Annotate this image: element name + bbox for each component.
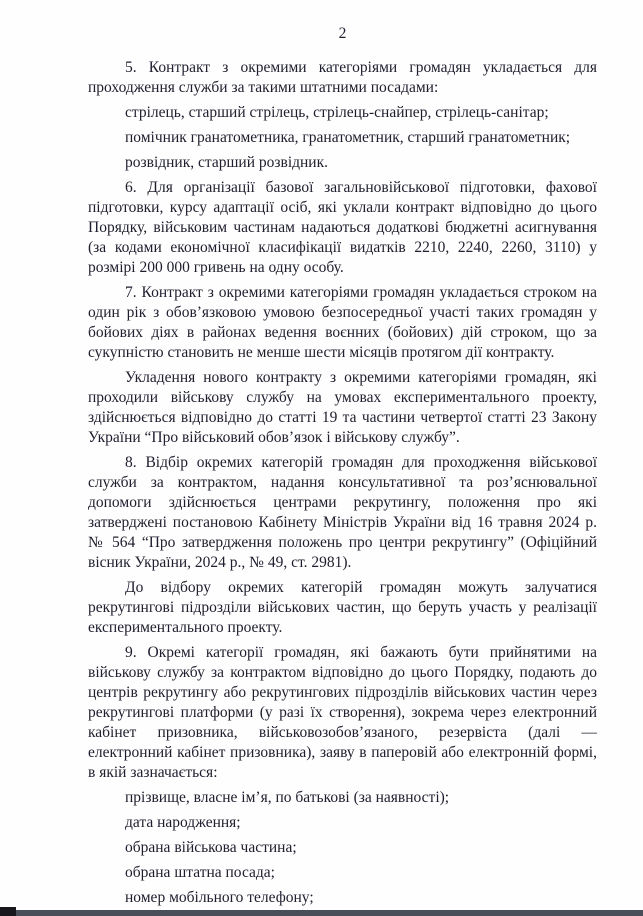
list-item-full-name: прізвище, власне ім’я, по батькові (за наявності); [125, 789, 450, 806]
paragraph-7a-new-contract: Укладення нового контракту з окремими категоріями громадян, які проходили військову службу на умовах експериментального проекту, здійснюється відповідно до статті 19 та частини четвертої статті 23 Закону України “Про військовий обов’язок і військову службу”. [88, 369, 597, 446]
paragraph-9-application: 9. Окремі категорії громадян, які бажають бути прийнятими на військову службу за контрактом відповідно до цього Порядку, подають до центрів рекрутингу або рекрутингових підрозділів військових частин через рекрутингові платформи (у разі їх створення), зокрема через електронний кабінет призовника, військовозобов’язаного, резервіста (далі — електронний кабінет призовника), заяву в паперовій або електронній формі, в якій зазначається: [88, 644, 597, 781]
paragraph-8-recruiting-centers: 8. Відбір окремих категорій громадян для проходження військової служби за контрактом, надання консультативної та роз’яснювальної допомоги здійснюється центрами рекрутингу, положення про які затверджені постановою Кабінету Міністрів України від 16 травня 2024 р. № 564 “Про затвердження положень про центри рекрутингу” (Офіційний вісник України, 2024 р., № 49, ст. 2981). [88, 454, 597, 571]
list-item-staff-position: обрана штатна посада; [125, 864, 275, 881]
list-item-grenadier-positions: помічник гранатометника, гранатометник, старший гранатометник; [125, 129, 571, 146]
scan-corner-artifact [0, 907, 16, 916]
paragraph-5-contract-positions: 5. Контракт з окремими категоріями громадян укладається для проходження служби за такими штатними посадами: [88, 59, 597, 96]
list-item-rifleman-positions: стрілець, старший стрілець, стрілець-снайпер, стрілець-санітар; [125, 104, 549, 121]
paragraph-8a-recruiting-units: До відбору окремих категорій громадян можуть залучатися рекрутингові підрозділи військових частин, що беруть участь у реалізації експериментального проекту. [88, 579, 597, 636]
scan-edge-bar [0, 910, 643, 916]
list-item-scout-positions: розвідник, старший розвідник. [125, 154, 329, 171]
paragraph-7-contract-term: 7. Контракт з окремими категоріями громадян укладається строком на один рік з обов’язковою умовою безпосередньої участі таких громадян у бойових діях в районах ведення воєнних (бойових) дій строком, що за сукупністю становить не менше шести місяців протягом дії контракту. [88, 284, 597, 361]
page-number: 2 [338, 25, 347, 42]
paragraph-6-budget-allocations: 6. Для організації базової загальновійськової підготовки, фахової підготовки, курсу адаптації осіб, які уклали контракт відповідно до цього Порядку, військовим частинам надаються додаткові бюджетні асигнування (за кодами економічної класифікації видатків 2210, 2240, 2260, 3110) у розмірі 200 000 гривень на одну особу. [88, 179, 597, 276]
list-item-phone-number: номер мобільного телефону; [125, 889, 314, 906]
list-item-military-unit: обрана військова частина; [125, 839, 297, 856]
list-item-birth-date: дата народження; [125, 814, 241, 831]
